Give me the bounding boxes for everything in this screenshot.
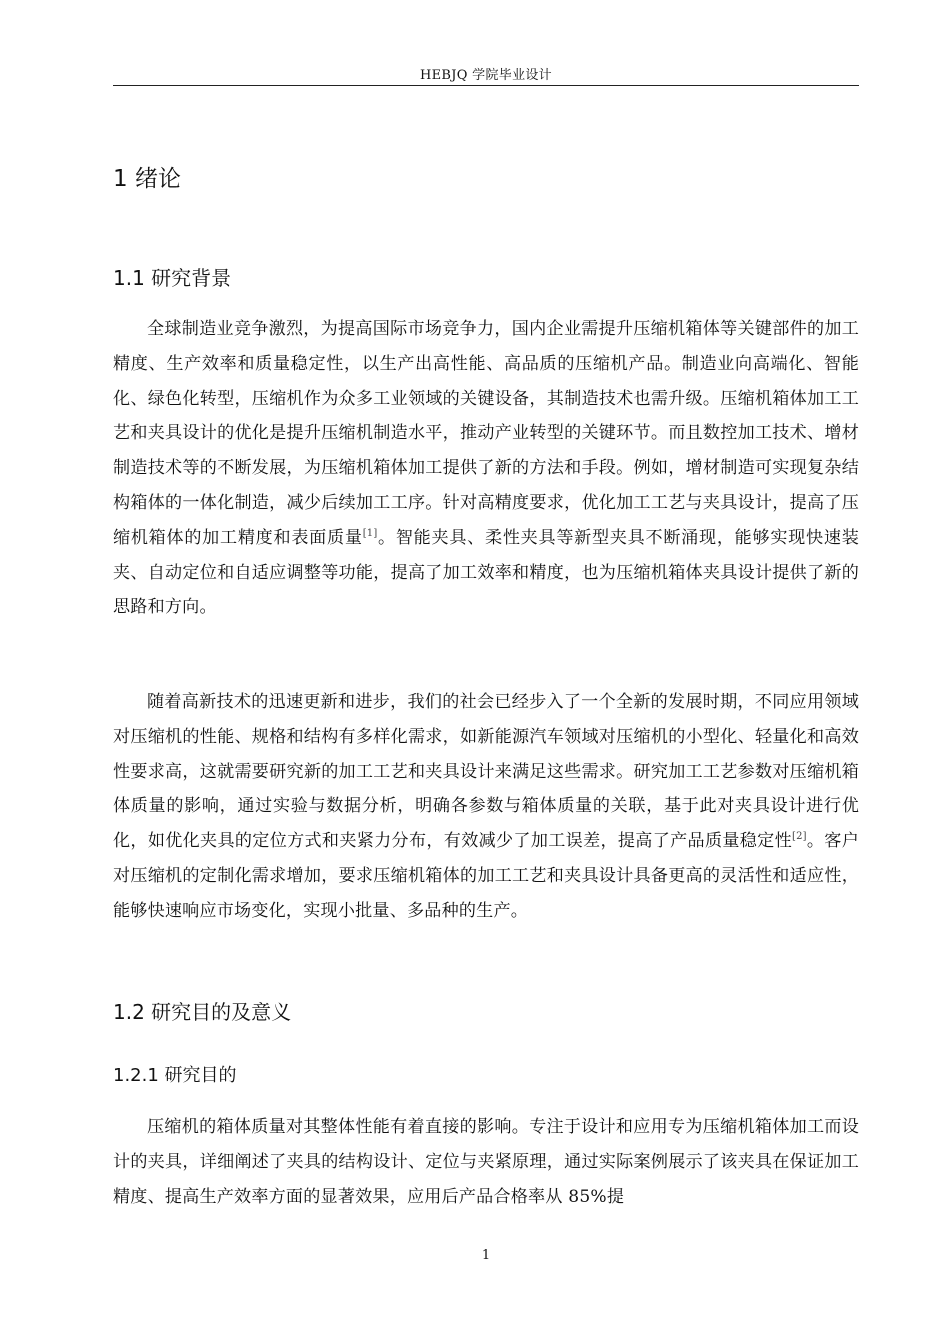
paragraph-text: 。客户对压缩机的定制化需求增加，要求压缩机箱体的加工工艺和夹具设计具备更高的灵活性和适应性，能够快速响应市场变化，实现小批量、多品种的生产。 <box>113 831 859 921</box>
paragraph-purpose-1: 压缩机的箱体质量对其整体性能有着直接的影响。专注于设计和应用专为压缩机箱体加工而设计的夹具，详细阐述了夹具的结构设计、定位与夹紧原理，通过实际案例展示了该夹具在保证加工精度、提高生产效率方面的显著效果，应用后产品合格率从 85%提 <box>113 1117 859 1207</box>
chapter-title: 1 绪论 <box>113 166 181 192</box>
citation-ref-1[interactable]: [1] <box>362 527 378 539</box>
page-header: HEBJQ 学院毕业设计 <box>420 68 552 83</box>
paragraph-background-1 <box>113 312 859 625</box>
citation-ref-2[interactable]: [2] <box>792 831 807 843</box>
paragraph-text: 随着高新技术的迅速更新和进步，我们的社会已经步入了一个全新的发展时期，不同应用领域对压缩机的性能、规格和结构有多样化需求，如新能源汽车领域对压缩机的小型化、轻量化和高效性要求高，这就需要研究新的加工工艺和夹具设计来满足这些需求。研究加工工艺参数对压缩机箱体质量的影响，通过实验与数据分析，明确各参数与箱体质量的关联，基于此对夹具设计进行优化，如优化夹具的定位方式和夹紧力分布，有效减少了加工误差，提高了产品质量稳定性 <box>113 692 859 852</box>
section-title-1-1: 1.1 研究背景 <box>113 266 232 290</box>
paragraph-text: 。智能夹具、柔性夹具等新型夹具不断涌现，能够实现快速装夹、自动定位和自适应调整等功能，提高了加工效率和精度，也为压缩机箱体夹具设计提供了新的思路和方向。 <box>113 527 859 618</box>
paragraph-text: 全球制造业竞争激烈，为提高国际市场竞争力，国内企业需提升压缩机箱体等关键部件的加工精度、生产效率和质量稳定性，以生产出高性能、高品质的压缩机产品。制造业向高端化、智能化、绿色化转型，压缩机作为众多工业领域的关键设备，其制造技术也需升级。压缩机箱体加工工艺和夹具设计的优化是提升压缩机制造水平，推动产业转型的关键环节。而且数控加工技术、增材制造技术等的不断发展，为压缩机箱体加工提供了新的方法和手段。例如，增材制造可实现复杂结构箱体的一体化制造，减少后续加工工序。针对高精度要求，优化加工工艺与夹具设计，提高了压缩机箱体的加工精度和表面质量 <box>113 319 859 548</box>
paragraph-background-2 <box>113 685 859 929</box>
header-rule <box>113 85 859 86</box>
subsection-title-1-2-1: 1.2.1 研究目的 <box>113 1065 237 1086</box>
section-title-1-2: 1.2 研究目的及意义 <box>113 1000 292 1024</box>
page-number: 1 <box>481 1248 491 1263</box>
